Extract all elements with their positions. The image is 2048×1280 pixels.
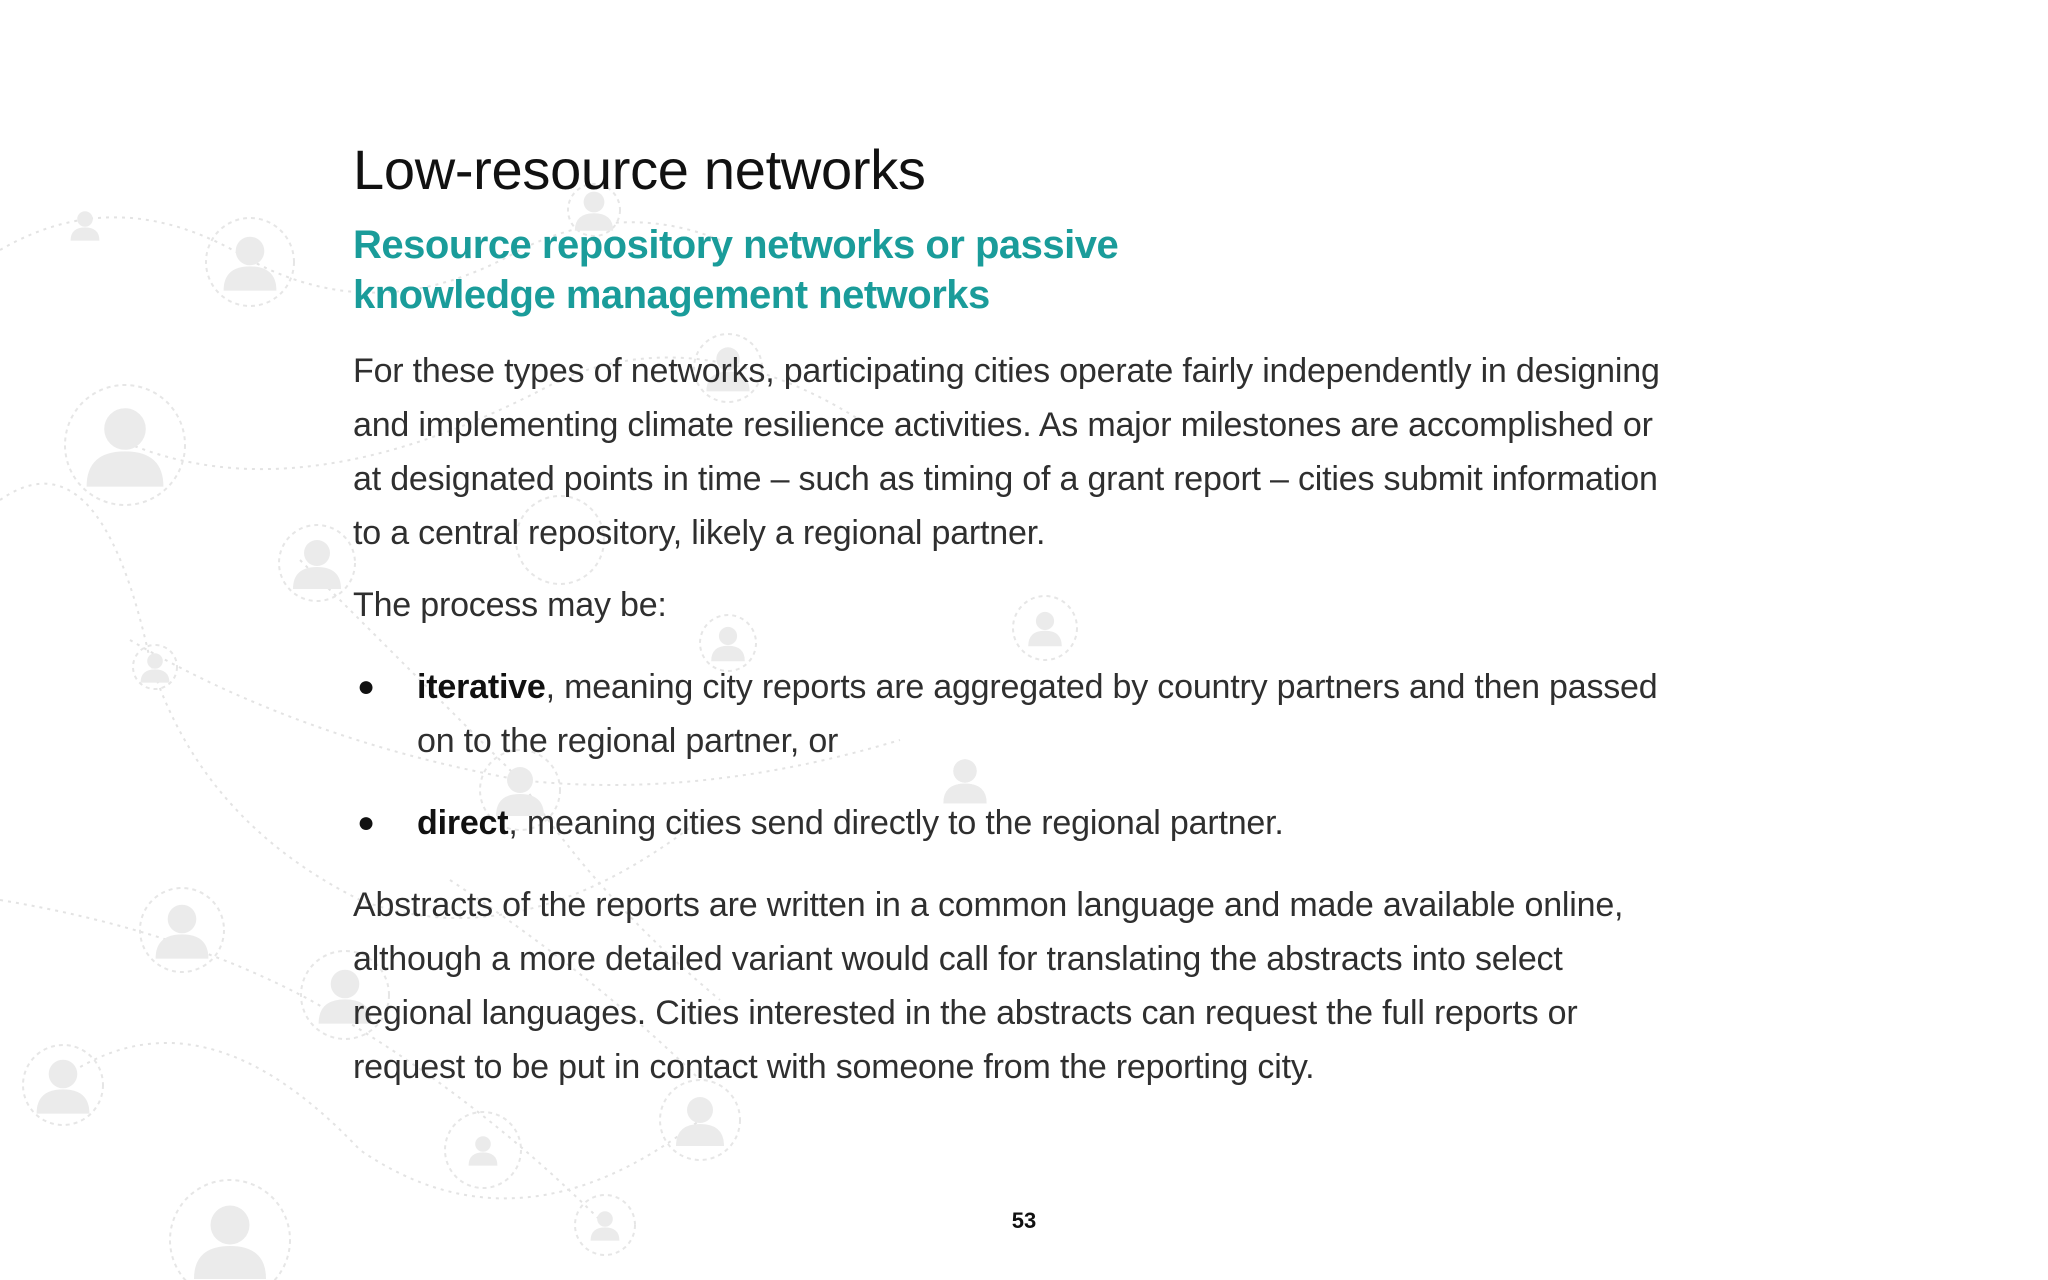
closing-paragraph: Abstracts of the reports are written in a common language and made available online, although a more detailed variant would call for translating the abstracts into select regional languages. Cities interested in the abstracts can request the full reports or request to be put in contact with someone from the reporting city. xyxy=(353,886,1624,1086)
process-list xyxy=(353,660,1673,850)
bullet-dot-icon: ● xyxy=(357,806,375,839)
bullet-text: , meaning city reports are aggregated by country partners and then passed on to the regional partner, or xyxy=(417,668,1658,760)
page-number: 53 xyxy=(1011,1208,1037,1233)
page-title: Low-resource networks xyxy=(353,138,926,201)
bullet-term: direct xyxy=(417,804,509,842)
bullet-term: iterative xyxy=(417,668,546,706)
process-intro: The process may be: xyxy=(353,586,667,624)
list-item xyxy=(353,660,1673,768)
intro-paragraph: For these types of networks, participating cities operate fairly independently in designing and implementing climate resilience activities. As major milestones are accomplished or at designated points in time – such as timing of a grant report – cities submit information to a central repository, likely a regional partner. xyxy=(353,352,1660,552)
bullet-text: , meaning cities send directly to the regional partner. xyxy=(508,804,1284,842)
list-item xyxy=(353,796,1673,850)
bullet-dot-icon: ● xyxy=(357,670,375,703)
page-content xyxy=(353,136,1673,1094)
section-title: Resource repository networks or passive knowledge management networks xyxy=(353,223,1119,317)
